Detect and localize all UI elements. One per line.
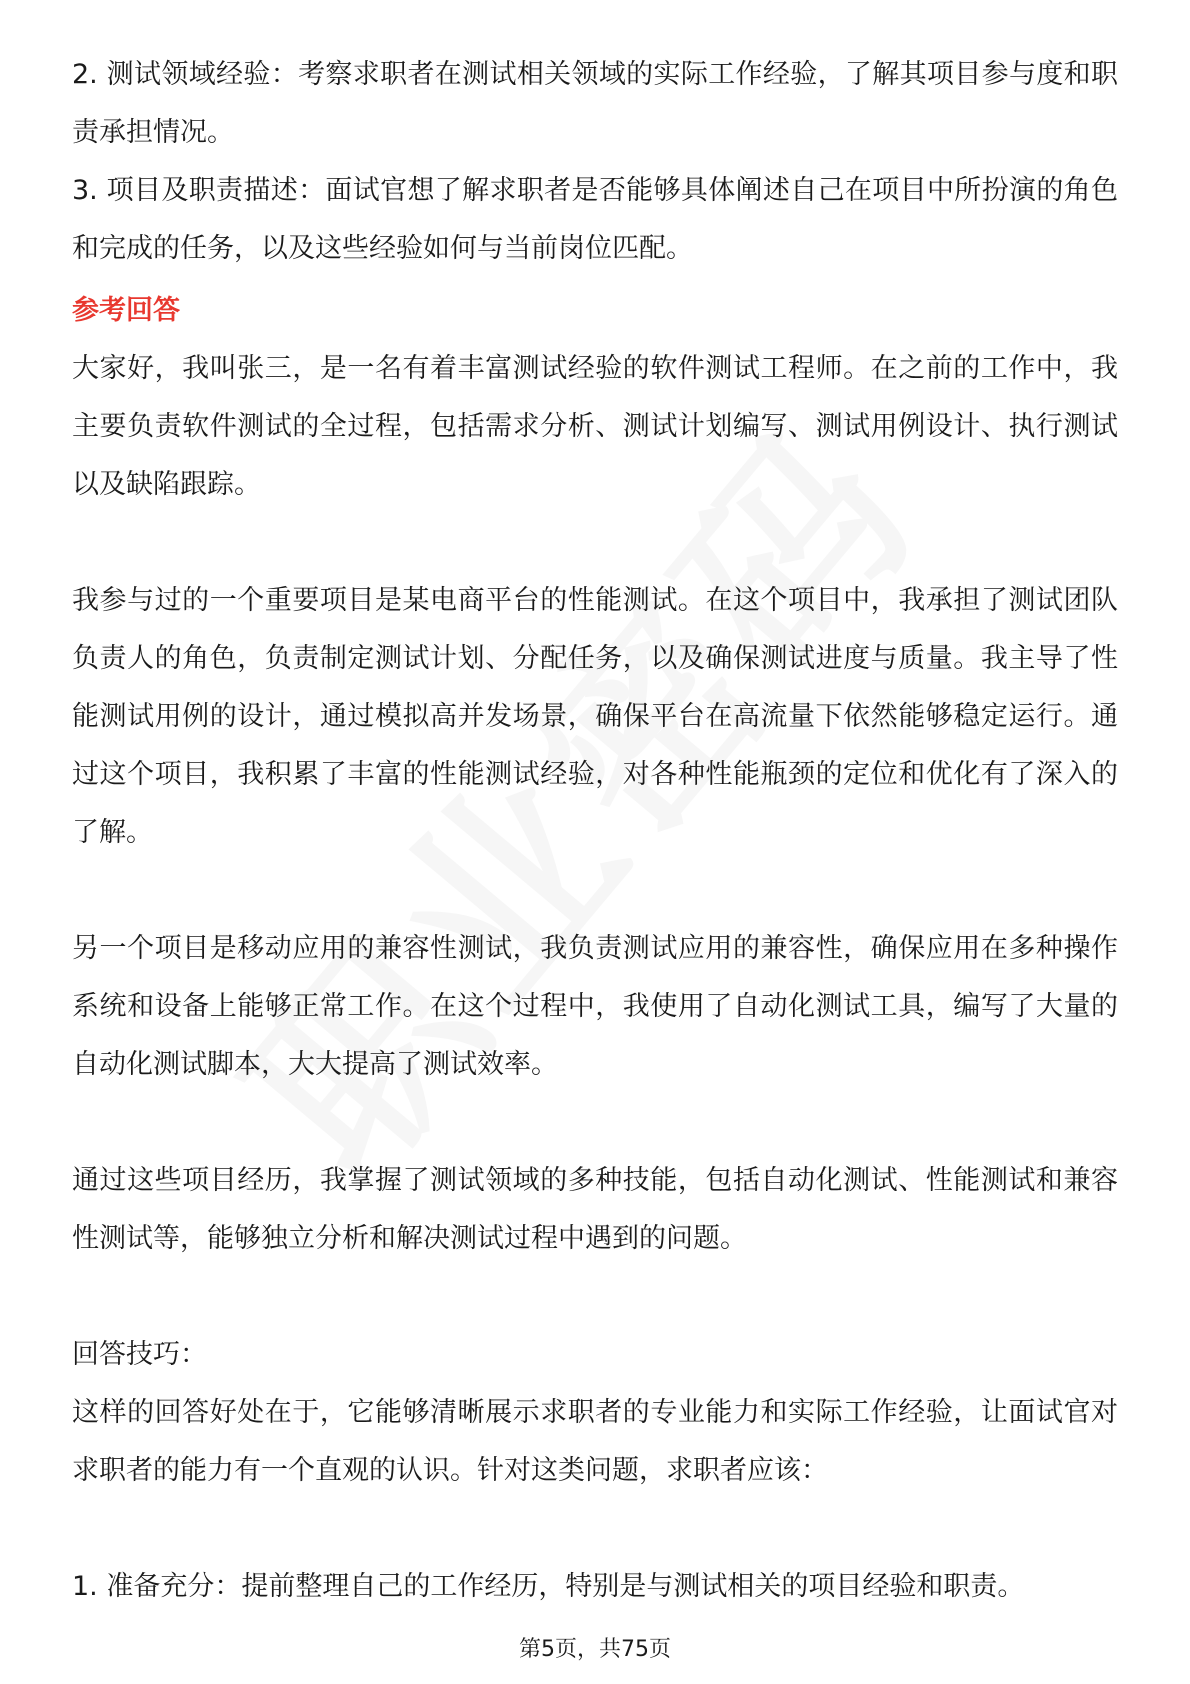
paragraph-intro: 大家好，我叫张三，是一名有着丰富测试经验的软件测试工程师。在之前的工作中，我主要负责软件测试的全过程，包括需求分析、测试计划编写、测试用例设计、执行测试以及缺陷跟踪。 bbox=[72, 353, 1118, 500]
paragraph-test-domain-experience: 2. 测试领域经验：考察求职者在测试相关领域的实际工作经验，了解其项目参与度和职责承担情况。 bbox=[72, 59, 1118, 148]
page-number: 第5页，共75页 bbox=[519, 1637, 671, 1662]
paragraph-answer-tips: 这样的回答好处在于，它能够清晰展示求职者的专业能力和实际工作经验，让面试官对求职者的能力有一个直观的认识。针对这类问题，求职者应该： bbox=[72, 1397, 1118, 1486]
spacer bbox=[72, 1500, 1118, 1558]
paragraph-ecommerce-project: 我参与过的一个重要项目是某电商平台的性能测试。在这个项目中，我承担了测试团队负责人的角色，负责制定测试计划、分配任务，以及确保测试进度与质量。我主导了性能测试用例的设计，通过模拟高并发场景，确保平台在高流量下依然能够稳定运行。通过这个项目，我积累了丰富的性能测试经验，对各种性能瓶颈的定位和优化有了深入的了解。 bbox=[72, 585, 1118, 848]
paragraph-tip-prepare: 1. 准备充分：提前整理自己的工作经历，特别是与测试相关的项目经验和职责。 bbox=[72, 1571, 1025, 1602]
section-title-reference-answer: 参考回答 bbox=[72, 295, 180, 326]
paragraph-skills-summary: 通过这些项目经历，我掌握了测试领域的多种技能，包括自动化测试、性能测试和兼容性测试等，能够独立分析和解决测试过程中遇到的问题。 bbox=[72, 1165, 1118, 1254]
paragraph-answer-tips-heading: 回答技巧： bbox=[72, 1339, 207, 1370]
spacer bbox=[72, 514, 1118, 572]
document-body bbox=[72, 46, 1118, 1616]
spacer bbox=[72, 1094, 1118, 1152]
spacer bbox=[72, 1268, 1118, 1326]
paragraph-project-duties: 3. 项目及职责描述：面试官想了解求职者是否能够具体阐述自己在项目中所扮演的角色和完成的任务，以及这些经验如何与当前岗位匹配。 bbox=[72, 175, 1118, 264]
paragraph-mobile-project: 另一个项目是移动应用的兼容性测试，我负责测试应用的兼容性，确保应用在多种操作系统和设备上能够正常工作。在这个过程中，我使用了自动化测试工具，编写了大量的自动化测试脚本，大大提高了测试效率。 bbox=[72, 933, 1118, 1080]
spacer bbox=[72, 862, 1118, 920]
